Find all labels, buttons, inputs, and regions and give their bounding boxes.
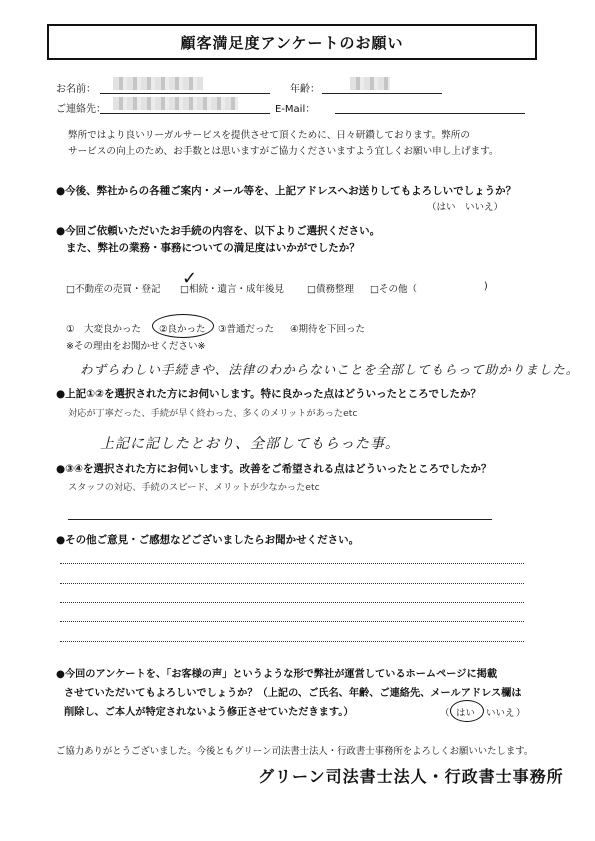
q6-line-1: ●今回のアンケートを、「お客様の声」というような形で弊社が運営しているホームページに掲載 <box>56 669 498 680</box>
q6-paren-open: （ <box>440 708 450 719</box>
selected-yes-circle-icon <box>450 700 484 722</box>
q3-text: ●上記①②を選択された方にお伺いします。特に良かった点はどういったところでしたか？ <box>56 388 481 400</box>
q3-handwritten-answer: 上記に記したとおり、全部してもらった事。 <box>100 436 400 452</box>
age-field-line[interactable] <box>322 93 442 94</box>
category-inheritance[interactable]: □相続・遺言・成年後見 <box>180 284 284 295</box>
q5-answer-line-3[interactable] <box>60 602 524 603</box>
redacted-contact <box>113 97 238 110</box>
rating-very-good[interactable]: ① 大変良かった <box>66 324 142 335</box>
q6-no[interactable]: いいえ <box>486 708 515 719</box>
intro-line-1: 弊所ではより良いリーガルサービスを提供させて頂くために、日々研鑽しております。弊所の <box>68 130 470 141</box>
q5-answer-line-1[interactable] <box>60 563 524 564</box>
q5-answer-line-2[interactable] <box>60 583 524 584</box>
category-other-close: ) <box>484 281 488 292</box>
email-label: E-Mail： <box>275 104 316 115</box>
q6-line-2: させていただいてもよろしいでしょうか？（上記の、ご氏名、年齢、ご連絡先、メールアドレス欄は <box>64 688 522 699</box>
rating-good[interactable]: ②良かった <box>159 324 206 335</box>
page-title: 顧客満足度アンケートのお願い <box>47 24 537 60</box>
age-label: 年齢： <box>290 84 320 95</box>
firm-name: グリーン司法書士法人・行政書士事務所 <box>258 767 564 786</box>
q5-answer-line-5[interactable] <box>60 641 524 642</box>
contact-field-line[interactable] <box>100 113 270 114</box>
q1-text: ●今後、弊社からの各種ご案内・メール等を、上記アドレスへお送りしてもよろしいでしょうか？ <box>56 185 517 197</box>
intro-line-2: サービスの向上のため、お手数とは思いますがご協力くださいますよう宜しくお願い申し上げます。 <box>68 146 499 157</box>
q2-handwritten-answer: わずらわしい手続きや、法律のわからないことを全部してもらって助かりました。 <box>80 362 580 377</box>
q4-answer-line[interactable] <box>68 519 492 520</box>
q2-line-1: ●今回ご依頼いただいたお手続の内容を、以下よりご選択ください。 <box>56 225 381 237</box>
redacted-name <box>113 77 203 90</box>
category-debt[interactable]: □債務整理 <box>307 284 354 295</box>
reason-prompt: ※その理由をお聞かせください※ <box>66 341 206 352</box>
category-real-estate[interactable]: □不動産の売買・登記 <box>66 284 161 295</box>
name-field-line[interactable] <box>100 93 270 94</box>
email-field-line[interactable] <box>335 113 525 114</box>
rating-average[interactable]: ③普通だった <box>218 324 275 335</box>
q4-text: ●③④を選択された方にお伺いします。改善をご希望される点はどういったところでしたか？ <box>56 463 492 475</box>
name-label: お名前： <box>56 84 96 95</box>
redacted-age <box>350 77 390 90</box>
rating-below[interactable]: ④期待を下回った <box>290 324 366 335</box>
q2-line-2: また、弊社の業務・事務についての満足度はいかがでしたか？ <box>66 242 360 254</box>
q6-paren-close: ） <box>516 708 526 719</box>
q3-example: 対応が丁寧だった、手続が早く終わった、多くのメリットがあったetc <box>68 408 358 419</box>
q4-example: スタッフの対応、手続のスピード、メリットが少なかったetc <box>68 482 320 493</box>
footer-thanks: ご協力ありがとうございました。今後ともグリーン司法書士法人・行政書士事務所をよろしくお願いいたします。 <box>56 746 534 757</box>
q6-yes[interactable]: はい <box>456 708 476 719</box>
category-other[interactable]: □その他（ <box>370 284 417 295</box>
check-mark-icon: ✓ <box>182 268 198 289</box>
contact-label: ご連絡先： <box>56 104 106 115</box>
q1-options[interactable]: （はい いいえ） <box>427 202 504 213</box>
selected-circle-icon <box>152 314 214 338</box>
q6-line-3: 削除し、ご本人が特定されないよう修正させていただきます。） <box>64 707 354 718</box>
q5-answer-line-4[interactable] <box>60 621 524 622</box>
q5-text: ●その他ご意見・ご感想などございましたらお聞かせください。 <box>56 534 360 546</box>
